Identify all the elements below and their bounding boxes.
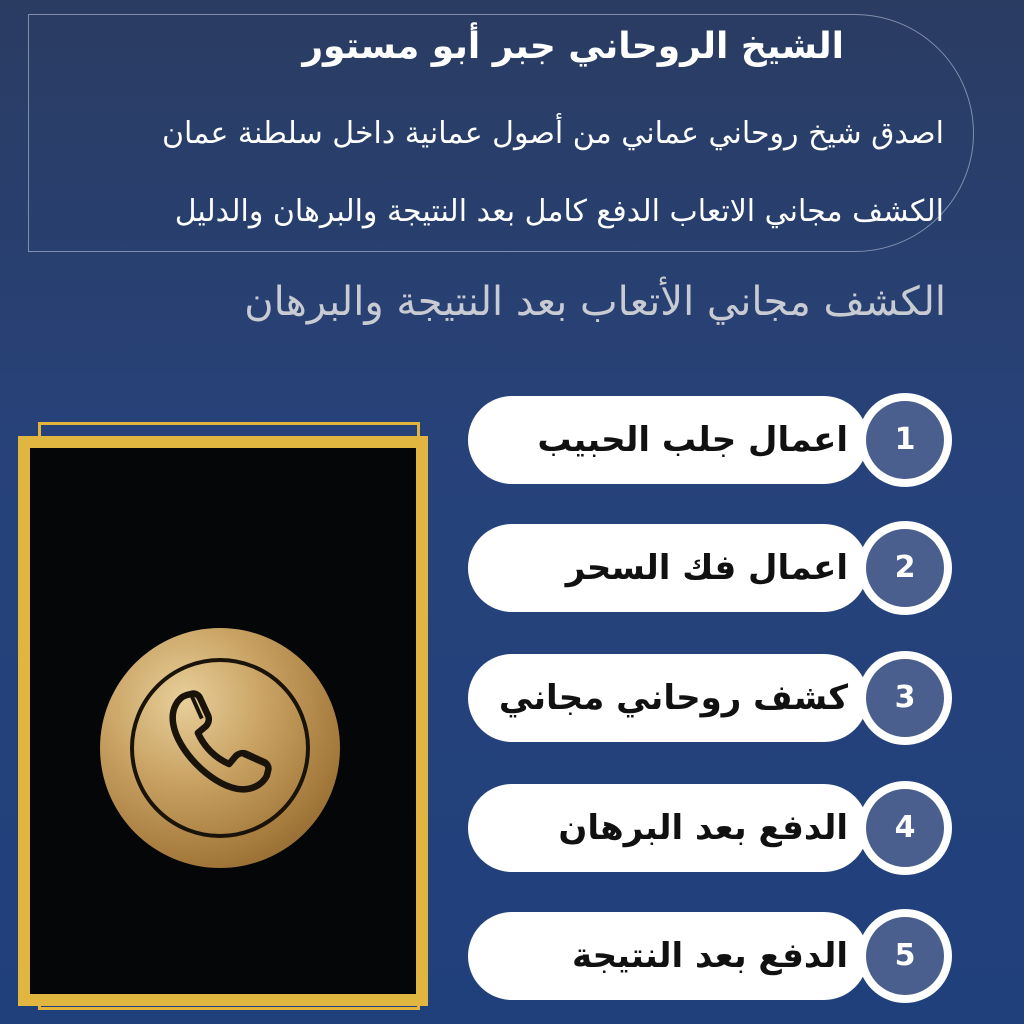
service-label: الدفع بعد النتيجة [571, 936, 848, 976]
service-item-2[interactable] [468, 524, 948, 612]
service-pill [468, 654, 868, 742]
service-number: 3 [866, 659, 944, 737]
service-label: اعمال فك السحر [565, 548, 848, 588]
service-number: 1 [866, 401, 944, 479]
service-number: 4 [866, 789, 944, 867]
subtitle: الكشف مجاني الأتعاب بعد النتيجة والبرهان [244, 279, 946, 325]
service-label: كشف روحاني مجاني [498, 678, 848, 718]
service-number-badge [858, 521, 952, 615]
service-number: 5 [866, 917, 944, 995]
page-title: الشيخ الروحاني جبر أبو مستور [302, 26, 844, 67]
header-description-line-1: اصدق شيخ روحاني عماني من أصول عمانية داخل سلطنة عمان [161, 116, 944, 151]
service-pill [468, 396, 868, 484]
service-number-badge [858, 393, 952, 487]
service-label: الدفع بعد البرهان [558, 808, 848, 848]
service-number-badge [858, 909, 952, 1003]
service-pill [468, 912, 868, 1000]
service-pill [468, 524, 868, 612]
service-number-badge [858, 781, 952, 875]
service-label: اعمال جلب الحبيب [537, 420, 848, 460]
service-item-4[interactable] [468, 784, 948, 872]
header-description-line-2: الكشف مجاني الاتعاب الدفع كامل بعد النتيجة والبرهان والدليل [174, 194, 944, 229]
phone-icon [155, 677, 285, 807]
service-number: 2 [866, 529, 944, 607]
service-pill [468, 784, 868, 872]
service-item-1[interactable] [468, 396, 948, 484]
service-number-badge [858, 651, 952, 745]
service-item-3[interactable] [468, 654, 948, 742]
service-item-5[interactable] [468, 912, 948, 1000]
